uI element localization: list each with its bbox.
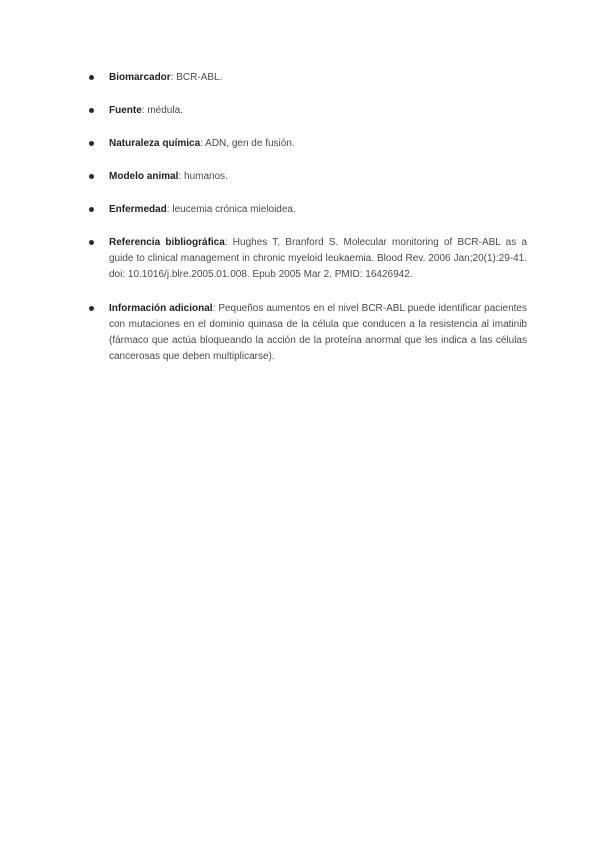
item-label: Fuente: [109, 105, 142, 116]
item-text: : leucemia crónica mieloidea.: [166, 204, 296, 215]
bullet-icon: [89, 108, 94, 113]
item-label: Referencia bibliográfica: [109, 237, 225, 248]
bullet-icon: [89, 207, 94, 212]
item-text: : ADN, gen de fusión.: [200, 138, 295, 149]
item-label: Naturaleza química: [109, 138, 201, 149]
list-item-naturaleza-quimica: [109, 136, 527, 152]
bullet-icon: [89, 306, 94, 311]
bullet-icon: [89, 240, 94, 245]
item-text: : BCR-ABL.: [170, 72, 223, 83]
item-label: Enfermedad: [109, 204, 167, 215]
biomarker-info-list: [109, 70, 527, 383]
bullet-icon: [89, 174, 94, 179]
list-item-biomarcador: [109, 70, 527, 86]
list-item-modelo-animal: [109, 169, 527, 185]
list-item-referencia-bibliografica: [109, 235, 527, 283]
item-text: : humanos.: [178, 171, 228, 182]
item-label: Biomarcador: [109, 72, 171, 83]
list-item-fuente: [109, 103, 527, 119]
list-item-enfermedad: [109, 202, 527, 218]
item-label: Modelo animal: [109, 171, 179, 182]
bullet-icon: [89, 141, 94, 146]
list-item-informacion-adicional: [109, 301, 527, 365]
bullet-icon: [89, 75, 94, 80]
item-text: : Pequeños aumentos en el nivel BCR-ABL puede identificar pacientes con mutaciones en el dominio quinasa de la célula que conducen a la resistencia al imatinib (fármaco que actúa bloqueando la acción de la proteína anormal que les indica a las células cancerosas que deben multiplicarse).: [109, 303, 527, 362]
item-text: : Hughes T, Branford S. Molecular monitoring of BCR-ABL as a guide to clinical management in chronic myeloid leukaemia. Blood Rev. 2006 Jan;20(1):29-41. doi: 10.1016/j.blre.2005.01.008. Epub 2005 Mar 2. PMID: 16426942.: [109, 237, 528, 280]
item-label: Información adicional: [109, 303, 213, 314]
item-text: : médula.: [141, 105, 183, 116]
